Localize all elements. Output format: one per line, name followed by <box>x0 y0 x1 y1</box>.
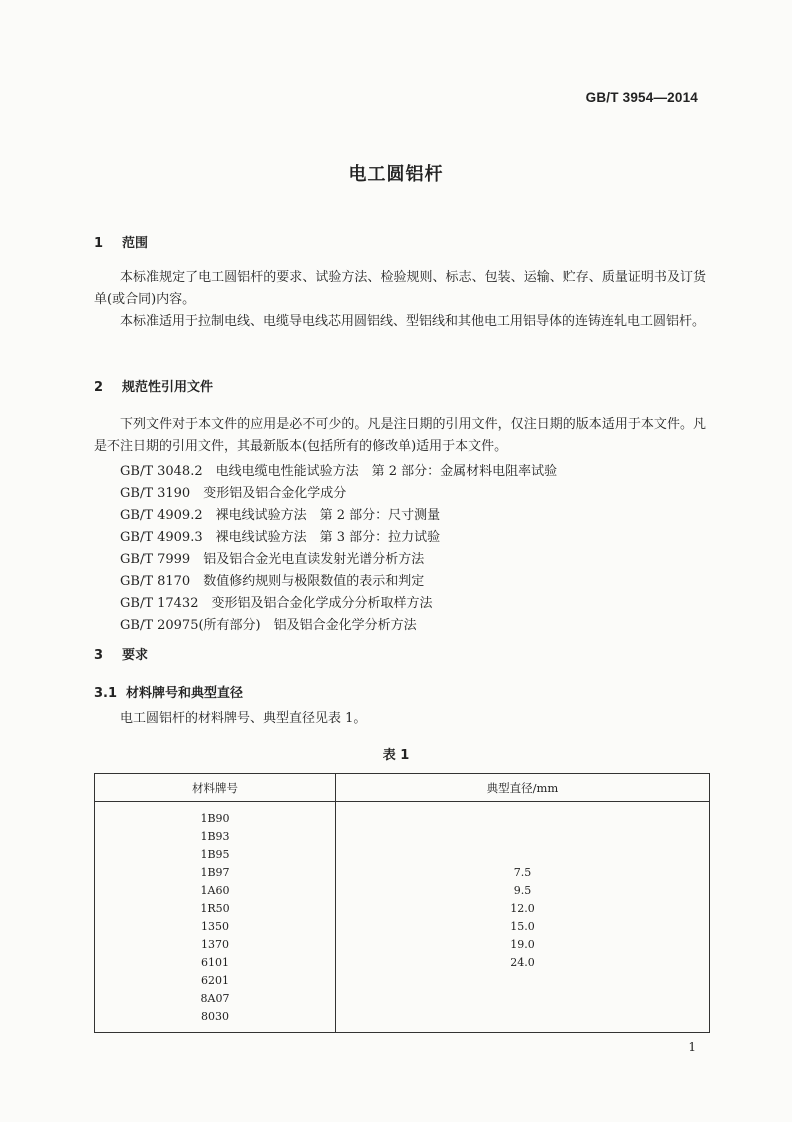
reference-item: GB/T 4909.3 裸电线试验方法 第 3 部分：拉力试验 <box>120 530 441 545</box>
table-caption: 表 1 <box>382 748 410 763</box>
subsection-title: 材料牌号和典型直径 <box>126 686 244 701</box>
section-1-paragraph-1: 本标准规定了电工圆铝杆的要求、试验方法、检验规则、标志、包装、运输、贮存、质量证明书及订货单(或合同)内容。 <box>94 270 706 307</box>
subsection-3-1-text: 电工圆铝杆的材料牌号、典型直径见表 1。 <box>120 711 367 726</box>
reference-item: GB/T 17432 变形铝及铝合金化学成分分析取样方法 <box>120 596 433 611</box>
table-header-row <box>95 774 710 802</box>
table-1 <box>94 773 710 1033</box>
table-row <box>95 802 710 1033</box>
grade-value: 1B97 <box>200 866 230 879</box>
section-title: 范围 <box>122 236 149 251</box>
subsection-3-1-heading <box>94 682 243 701</box>
subsection-number: 3.1 <box>94 686 118 701</box>
section-number: 1 <box>94 236 104 251</box>
column-header-diameter: 典型直径/mm <box>336 774 710 802</box>
reference-item: GB/T 7999 铝及铝合金光电直读发射光谱分析方法 <box>120 552 425 567</box>
section-1-heading <box>94 232 148 251</box>
section-number: 3 <box>94 648 104 663</box>
reference-item: GB/T 3048.2 电线电缆电性能试验方法 第 2 部分：金属材料电阻率试验 <box>120 464 558 479</box>
grade-value: 6201 <box>201 974 229 987</box>
grade-value: 1350 <box>201 920 229 933</box>
standard-code: GB/T 3954—2014 <box>585 90 698 105</box>
document-title: 电工圆铝杆 <box>348 164 444 185</box>
section-title: 要求 <box>122 648 149 663</box>
reference-item: GB/T 20975(所有部分) 铝及铝合金化学分析方法 <box>120 618 417 633</box>
grade-value: 1B90 <box>200 812 230 825</box>
diameter-value: 7.5 <box>513 866 532 879</box>
reference-item: GB/T 8170 数值修约规则与极限数值的表示和判定 <box>120 574 425 589</box>
section-1-paragraph-2: 本标准适用于拉制电线、电缆导电线芯用圆铝线、型铝线和其他电工用铝导体的连铸连轧电工圆铝杆。 <box>120 314 706 329</box>
grade-value: 6101 <box>201 956 229 969</box>
grade-value: 1R50 <box>200 902 230 915</box>
section-number: 2 <box>94 380 104 395</box>
section-3-heading <box>94 644 148 663</box>
grade-list-cell <box>95 802 336 1033</box>
section-2-intro: 下列文件对于本文件的应用是必不可少的。凡是注日期的引用文件，仅注日期的版本适用于本文件。凡是不注日期的引用文件，其最新版本(包括所有的修改单)适用于本文件。 <box>94 417 706 454</box>
grade-value: 1B93 <box>200 830 230 843</box>
diameter-list-cell <box>336 802 710 1033</box>
grade-value: 1B95 <box>200 848 230 861</box>
diameter-value: 24.0 <box>510 956 535 969</box>
page-number: 1 <box>688 1040 696 1054</box>
grade-value: 1370 <box>201 938 229 951</box>
reference-item: GB/T 3190 变形铝及铝合金化学成分 <box>120 486 347 501</box>
section-2-heading <box>94 376 213 395</box>
grade-value: 1A60 <box>200 884 230 897</box>
section-title: 规范性引用文件 <box>122 380 214 395</box>
diameter-value: 9.5 <box>513 884 532 897</box>
grade-value: 8A07 <box>200 992 230 1005</box>
diameter-value: 19.0 <box>510 938 535 951</box>
reference-item: GB/T 4909.2 裸电线试验方法 第 2 部分：尺寸测量 <box>120 508 441 523</box>
grade-value: 8030 <box>201 1010 229 1023</box>
diameter-value: 15.0 <box>510 920 535 933</box>
column-header-grade: 材料牌号 <box>95 774 336 802</box>
diameter-value: 12.0 <box>510 902 535 915</box>
